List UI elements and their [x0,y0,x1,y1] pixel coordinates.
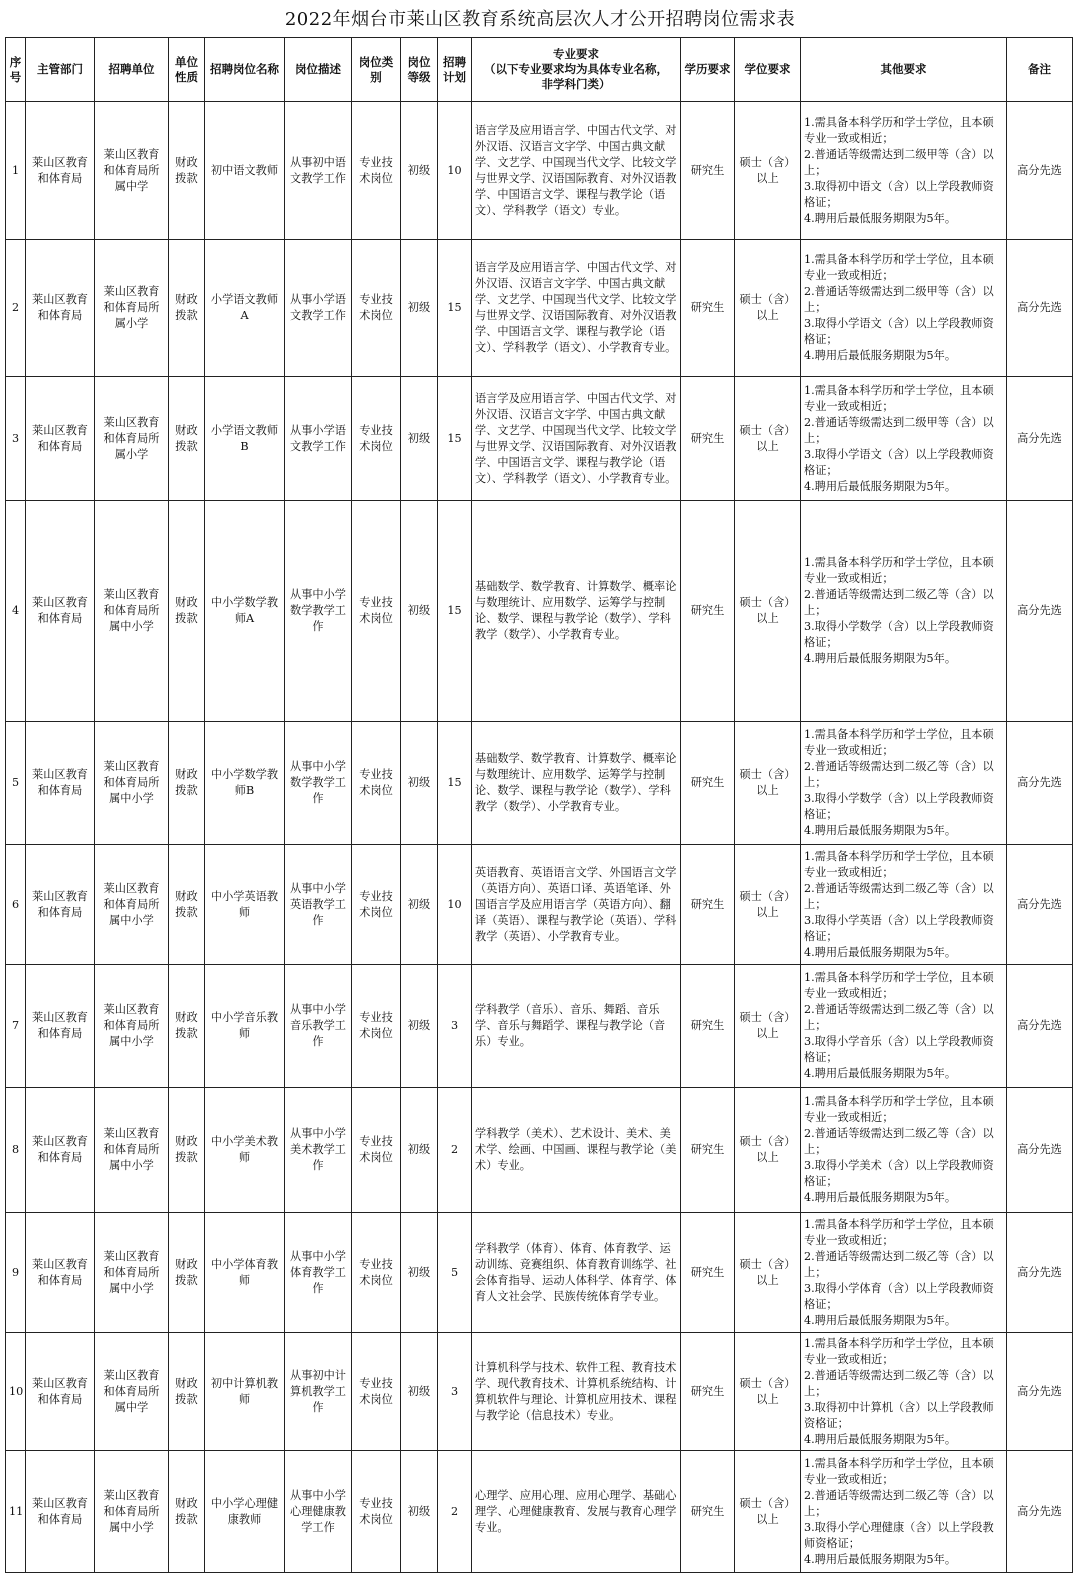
col-header: 学历要求 [681,38,735,102]
cell-major: 基础数学、数学教育、计算数学、概率论与数理统计、应用数学、运筹学与控制论、数学、课程与教学论（数学）、学科教学（数学）、小学教育专业。 [472,501,681,722]
cell-no: 11 [6,1451,26,1573]
col-header: 备注 [1007,38,1073,102]
cell-major: 语言学及应用语言学、中国古代文学、对外汉语、汉语言文字学、中国古典文献学、文艺学、中国现当代文学、比较文学与世界文学、汉语国际教育、对外汉语教学、中国语言文学、课程与教学论（语文）、学科教学（语文）、小学教育专业。 [472,377,681,501]
col-header: 招聘计划 [438,38,472,102]
cell-plan: 2 [438,1088,472,1213]
table-row [6,1213,1073,1333]
cell-dept: 莱山区教育和体育局 [26,965,95,1088]
cell-plan: 3 [438,1333,472,1451]
cell-major: 语言学及应用语言学、中国古代文学、对外汉语、汉语言文字学、中国古典文献学、文艺学、中国现当代文学、比较文学与世界文学、汉语国际教育、对外汉语教学、中国语言文学、课程与教学论（语文）、学科教学（语文）专业。 [472,102,681,240]
cell-no: 4 [6,501,26,722]
cell-dept: 莱山区教育和体育局 [26,1333,95,1451]
cell-category: 专业技术岗位 [352,845,401,965]
cell-dept: 莱山区教育和体育局 [26,1451,95,1573]
cell-note: 高分先选 [1007,965,1073,1088]
cell-major: 语言学及应用语言学、中国古代文学、对外汉语、汉语言文字学、中国古典文献学、文艺学、中国现当代文学、比较文学与世界文学、汉语国际教育、对外汉语教学、中国语言文学、课程与教学论（语文）、学科教学（语文）、小学教育专业。 [472,240,681,377]
cell-degree: 硕士（含）以上 [735,1088,801,1213]
cell-post: 小学语文教师B [205,377,285,501]
cell-nature: 财政拨款 [169,501,205,722]
cell-no: 8 [6,1088,26,1213]
cell-category: 专业技术岗位 [352,240,401,377]
cell-no: 5 [6,722,26,845]
cell-post: 初中计算机教师 [205,1333,285,1451]
cell-other: 1.需具备本科学历和学士学位，且本硕专业一致或相近； 2.普通话等级需达到二级乙等（含）以上； 3.取得初中计算机（含）以上学段教师资格证； 4.聘用后最低服务期限为5年。 [801,1333,1007,1451]
cell-post: 中小学音乐教师 [205,965,285,1088]
cell-edu: 研究生 [681,965,735,1088]
cell-nature: 财政拨款 [169,845,205,965]
cell-edu: 研究生 [681,1088,735,1213]
cell-major: 基础数学、数学教育、计算数学、概率论与数理统计、应用数学、运筹学与控制论、数学、课程与教学论（数学）、学科教学（数学）、小学教育专业。 [472,722,681,845]
cell-edu: 研究生 [681,501,735,722]
cell-level: 初级 [401,240,438,377]
cell-plan: 2 [438,1451,472,1573]
cell-nature: 财政拨款 [169,1213,205,1333]
cell-other: 1.需具备本科学历和学士学位，且本硕专业一致或相近； 2.普通话等级需达到二级乙等（含）以上； 3.取得小学体育（含）以上学段教师资格证； 4.聘用后最低服务期限为5年。 [801,1213,1007,1333]
table-body [6,102,1073,1573]
cell-level: 初级 [401,1088,438,1213]
col-header: 学位要求 [735,38,801,102]
cell-nature: 财政拨款 [169,722,205,845]
table-row [6,1451,1073,1573]
cell-degree: 硕士（含）以上 [735,722,801,845]
table-header-row [6,38,1073,102]
col-header: 岗位类别 [352,38,401,102]
cell-post: 中小学体育教师 [205,1213,285,1333]
cell-level: 初级 [401,501,438,722]
cell-plan: 15 [438,377,472,501]
cell-category: 专业技术岗位 [352,1451,401,1573]
cell-degree: 硕士（含）以上 [735,1213,801,1333]
cell-dept: 莱山区教育和体育局 [26,722,95,845]
cell-edu: 研究生 [681,1451,735,1573]
cell-edu: 研究生 [681,1333,735,1451]
cell-edu: 研究生 [681,377,735,501]
cell-nature: 财政拨款 [169,1333,205,1451]
cell-category: 专业技术岗位 [352,1088,401,1213]
cell-dept: 莱山区教育和体育局 [26,501,95,722]
cell-category: 专业技术岗位 [352,1333,401,1451]
cell-category: 专业技术岗位 [352,722,401,845]
cell-note: 高分先选 [1007,1088,1073,1213]
cell-unit: 莱山区教育和体育局所属中小学 [95,722,169,845]
cell-desc: 从事初中计算机教学工作 [285,1333,352,1451]
cell-degree: 硕士（含）以上 [735,1333,801,1451]
cell-unit: 莱山区教育和体育局所属中小学 [95,965,169,1088]
cell-desc: 从事中小学心理健康教学工作 [285,1451,352,1573]
cell-edu: 研究生 [681,845,735,965]
cell-level: 初级 [401,1451,438,1573]
cell-other: 1.需具备本科学历和学士学位，且本硕专业一致或相近； 2.普通话等级需达到二级甲等（含）以上； 3.取得初中语文（含）以上学段教师资格证； 4.聘用后最低服务期限为5年。 [801,102,1007,240]
col-header: 单位性质 [169,38,205,102]
table-row [6,377,1073,501]
recruitment-table [5,37,1073,1573]
cell-plan: 3 [438,965,472,1088]
col-header: 其他要求 [801,38,1007,102]
cell-post: 中小学心理健康教师 [205,1451,285,1573]
cell-plan: 10 [438,845,472,965]
cell-unit: 莱山区教育和体育局所属中小学 [95,1451,169,1573]
cell-category: 专业技术岗位 [352,965,401,1088]
cell-major: 心理学、应用心理、应用心理学、基础心理学、心理健康教育、发展与教育心理学专业。 [472,1451,681,1573]
cell-nature: 财政拨款 [169,377,205,501]
cell-post: 中小学数学教师A [205,501,285,722]
cell-degree: 硕士（含）以上 [735,845,801,965]
cell-no: 3 [6,377,26,501]
cell-note: 高分先选 [1007,845,1073,965]
cell-edu: 研究生 [681,722,735,845]
cell-dept: 莱山区教育和体育局 [26,1088,95,1213]
cell-edu: 研究生 [681,1213,735,1333]
cell-major: 学科教学（体育）、体育、体育教学、运动训练、竞赛组织、体育教育训练学、社会体育指导、运动人体科学、体育学、体育人文社会学、民族传统体育学专业。 [472,1213,681,1333]
cell-desc: 从事小学语文教学工作 [285,377,352,501]
cell-note: 高分先选 [1007,377,1073,501]
cell-desc: 从事中小学数学教学工作 [285,722,352,845]
cell-category: 专业技术岗位 [352,501,401,722]
page-title: 2022年烟台市莱山区教育系统高层次人才公开招聘岗位需求表 [284,9,796,30]
cell-level: 初级 [401,102,438,240]
cell-level: 初级 [401,1213,438,1333]
cell-no: 6 [6,845,26,965]
cell-note: 高分先选 [1007,501,1073,722]
cell-desc: 从事中小学体育教学工作 [285,1213,352,1333]
cell-dept: 莱山区教育和体育局 [26,377,95,501]
cell-degree: 硕士（含）以上 [735,965,801,1088]
cell-level: 初级 [401,845,438,965]
cell-degree: 硕士（含）以上 [735,377,801,501]
cell-desc: 从事中小学英语教学工作 [285,845,352,965]
cell-major: 学科教学（美术）、艺术设计、美术、美术学、绘画、中国画、课程与教学论（美术）专业。 [472,1088,681,1213]
cell-level: 初级 [401,722,438,845]
cell-other: 1.需具备本科学历和学士学位，且本硕专业一致或相近； 2.普通话等级需达到二级乙等（含）以上； 3.取得小学美术（含）以上学段教师资格证； 4.聘用后最低服务期限为5年。 [801,1088,1007,1213]
cell-degree: 硕士（含）以上 [735,102,801,240]
cell-plan: 5 [438,1213,472,1333]
cell-level: 初级 [401,377,438,501]
col-header: 岗位等级 [401,38,438,102]
cell-nature: 财政拨款 [169,102,205,240]
table-row [6,845,1073,965]
cell-no: 2 [6,240,26,377]
cell-unit: 莱山区教育和体育局所属小学 [95,377,169,501]
cell-dept: 莱山区教育和体育局 [26,102,95,240]
cell-post: 初中语文教师 [205,102,285,240]
cell-post: 小学语文教师A [205,240,285,377]
cell-major: 学科教学（音乐）、音乐、舞蹈、音乐学、音乐与舞蹈学、课程与教学论（音乐）专业。 [472,965,681,1088]
cell-note: 高分先选 [1007,1213,1073,1333]
col-header: 专业要求 （以下专业要求均为具体专业名称， 非学科门类） [472,38,681,102]
cell-post: 中小学美术教师 [205,1088,285,1213]
table-row [6,1333,1073,1451]
table-row [6,1088,1073,1213]
cell-major: 计算机科学与技术、软件工程、教育技术学、现代教育技术、计算机系统结构、计算机软件与理论、计算机应用技术、课程与教学论（信息技术）专业。 [472,1333,681,1451]
cell-note: 高分先选 [1007,102,1073,240]
cell-unit: 莱山区教育和体育局所属中小学 [95,501,169,722]
cell-no: 10 [6,1333,26,1451]
cell-other: 1.需具备本科学历和学士学位，且本硕专业一致或相近； 2.普通话等级需达到二级乙等（含）以上； 3.取得小学英语（含）以上学段教师资格证； 4.聘用后最低服务期限为5年。 [801,845,1007,965]
table-row [6,722,1073,845]
cell-level: 初级 [401,1333,438,1451]
col-header: 序号 [6,38,26,102]
cell-no: 7 [6,965,26,1088]
cell-unit: 莱山区教育和体育局所属中小学 [95,845,169,965]
cell-nature: 财政拨款 [169,240,205,377]
cell-plan: 15 [438,240,472,377]
col-header: 招聘岗位名称 [205,38,285,102]
cell-edu: 研究生 [681,240,735,377]
cell-dept: 莱山区教育和体育局 [26,1213,95,1333]
cell-note: 高分先选 [1007,722,1073,845]
cell-level: 初级 [401,965,438,1088]
cell-post: 中小学英语教师 [205,845,285,965]
cell-degree: 硕士（含）以上 [735,501,801,722]
col-header: 主管部门 [26,38,95,102]
cell-nature: 财政拨款 [169,1451,205,1573]
cell-nature: 财政拨款 [169,965,205,1088]
cell-no: 1 [6,102,26,240]
cell-major: 英语教育、英语语言文学、外国语言文学（英语方向）、英语口译、英语笔译、外国语言学及应用语言学（英语方向）、翻译（英语）、课程与教学论（英语）、学科教学（英语）、小学教育专业。 [472,845,681,965]
cell-no: 9 [6,1213,26,1333]
cell-other: 1.需具备本科学历和学士学位，且本硕专业一致或相近； 2.普通话等级需达到二级甲等（含）以上； 3.取得小学语文（含）以上学段教师资格证； 4.聘用后最低服务期限为5年。 [801,377,1007,501]
cell-dept: 莱山区教育和体育局 [26,845,95,965]
cell-edu: 研究生 [681,102,735,240]
cell-dept: 莱山区教育和体育局 [26,240,95,377]
cell-desc: 从事中小学美术教学工作 [285,1088,352,1213]
cell-plan: 15 [438,501,472,722]
cell-note: 高分先选 [1007,1333,1073,1451]
cell-nature: 财政拨款 [169,1088,205,1213]
cell-other: 1.需具备本科学历和学士学位，且本硕专业一致或相近； 2.普通话等级需达到二级乙等（含）以上； 3.取得小学数学（含）以上学段教师资格证； 4.聘用后最低服务期限为5年。 [801,722,1007,845]
table-row [6,965,1073,1088]
cell-unit: 莱山区教育和体育局所属中学 [95,1333,169,1451]
cell-other: 1.需具备本科学历和学士学位，且本硕专业一致或相近； 2.普通话等级需达到二级乙等（含）以上； 3.取得小学心理健康（含）以上学段教师资格证； 4.聘用后最低服务期限为5年。 [801,1451,1007,1573]
cell-post: 中小学数学教师B [205,722,285,845]
cell-note: 高分先选 [1007,240,1073,377]
cell-degree: 硕士（含）以上 [735,1451,801,1573]
cell-note: 高分先选 [1007,1451,1073,1573]
cell-category: 专业技术岗位 [352,377,401,501]
cell-unit: 莱山区教育和体育局所属中学 [95,102,169,240]
cell-unit: 莱山区教育和体育局所属中小学 [95,1088,169,1213]
table-row [6,102,1073,240]
cell-category: 专业技术岗位 [352,102,401,240]
cell-unit: 莱山区教育和体育局所属小学 [95,240,169,377]
cell-other: 1.需具备本科学历和学士学位，且本硕专业一致或相近； 2.普通话等级需达到二级乙等（含）以上； 3.取得小学音乐（含）以上学段教师资格证； 4.聘用后最低服务期限为5年。 [801,965,1007,1088]
table-row [6,240,1073,377]
cell-unit: 莱山区教育和体育局所属中小学 [95,1213,169,1333]
cell-desc: 从事中小学数学教学工作 [285,501,352,722]
col-header: 岗位描述 [285,38,352,102]
cell-plan: 15 [438,722,472,845]
table-row [6,501,1073,722]
cell-desc: 从事初中语文教学工作 [285,102,352,240]
cell-other: 1.需具备本科学历和学士学位，且本硕专业一致或相近； 2.普通话等级需达到二级乙等（含）以上； 3.取得小学数学（含）以上学段教师资格证； 4.聘用后最低服务期限为5年。 [801,501,1007,722]
cell-desc: 从事小学语文教学工作 [285,240,352,377]
cell-other: 1.需具备本科学历和学士学位，且本硕专业一致或相近； 2.普通话等级需达到二级甲等（含）以上； 3.取得小学语文（含）以上学段教师资格证； 4.聘用后最低服务期限为5年。 [801,240,1007,377]
cell-degree: 硕士（含）以上 [735,240,801,377]
cell-plan: 10 [438,102,472,240]
cell-desc: 从事中小学音乐教学工作 [285,965,352,1088]
cell-category: 专业技术岗位 [352,1213,401,1333]
col-header: 招聘单位 [95,38,169,102]
